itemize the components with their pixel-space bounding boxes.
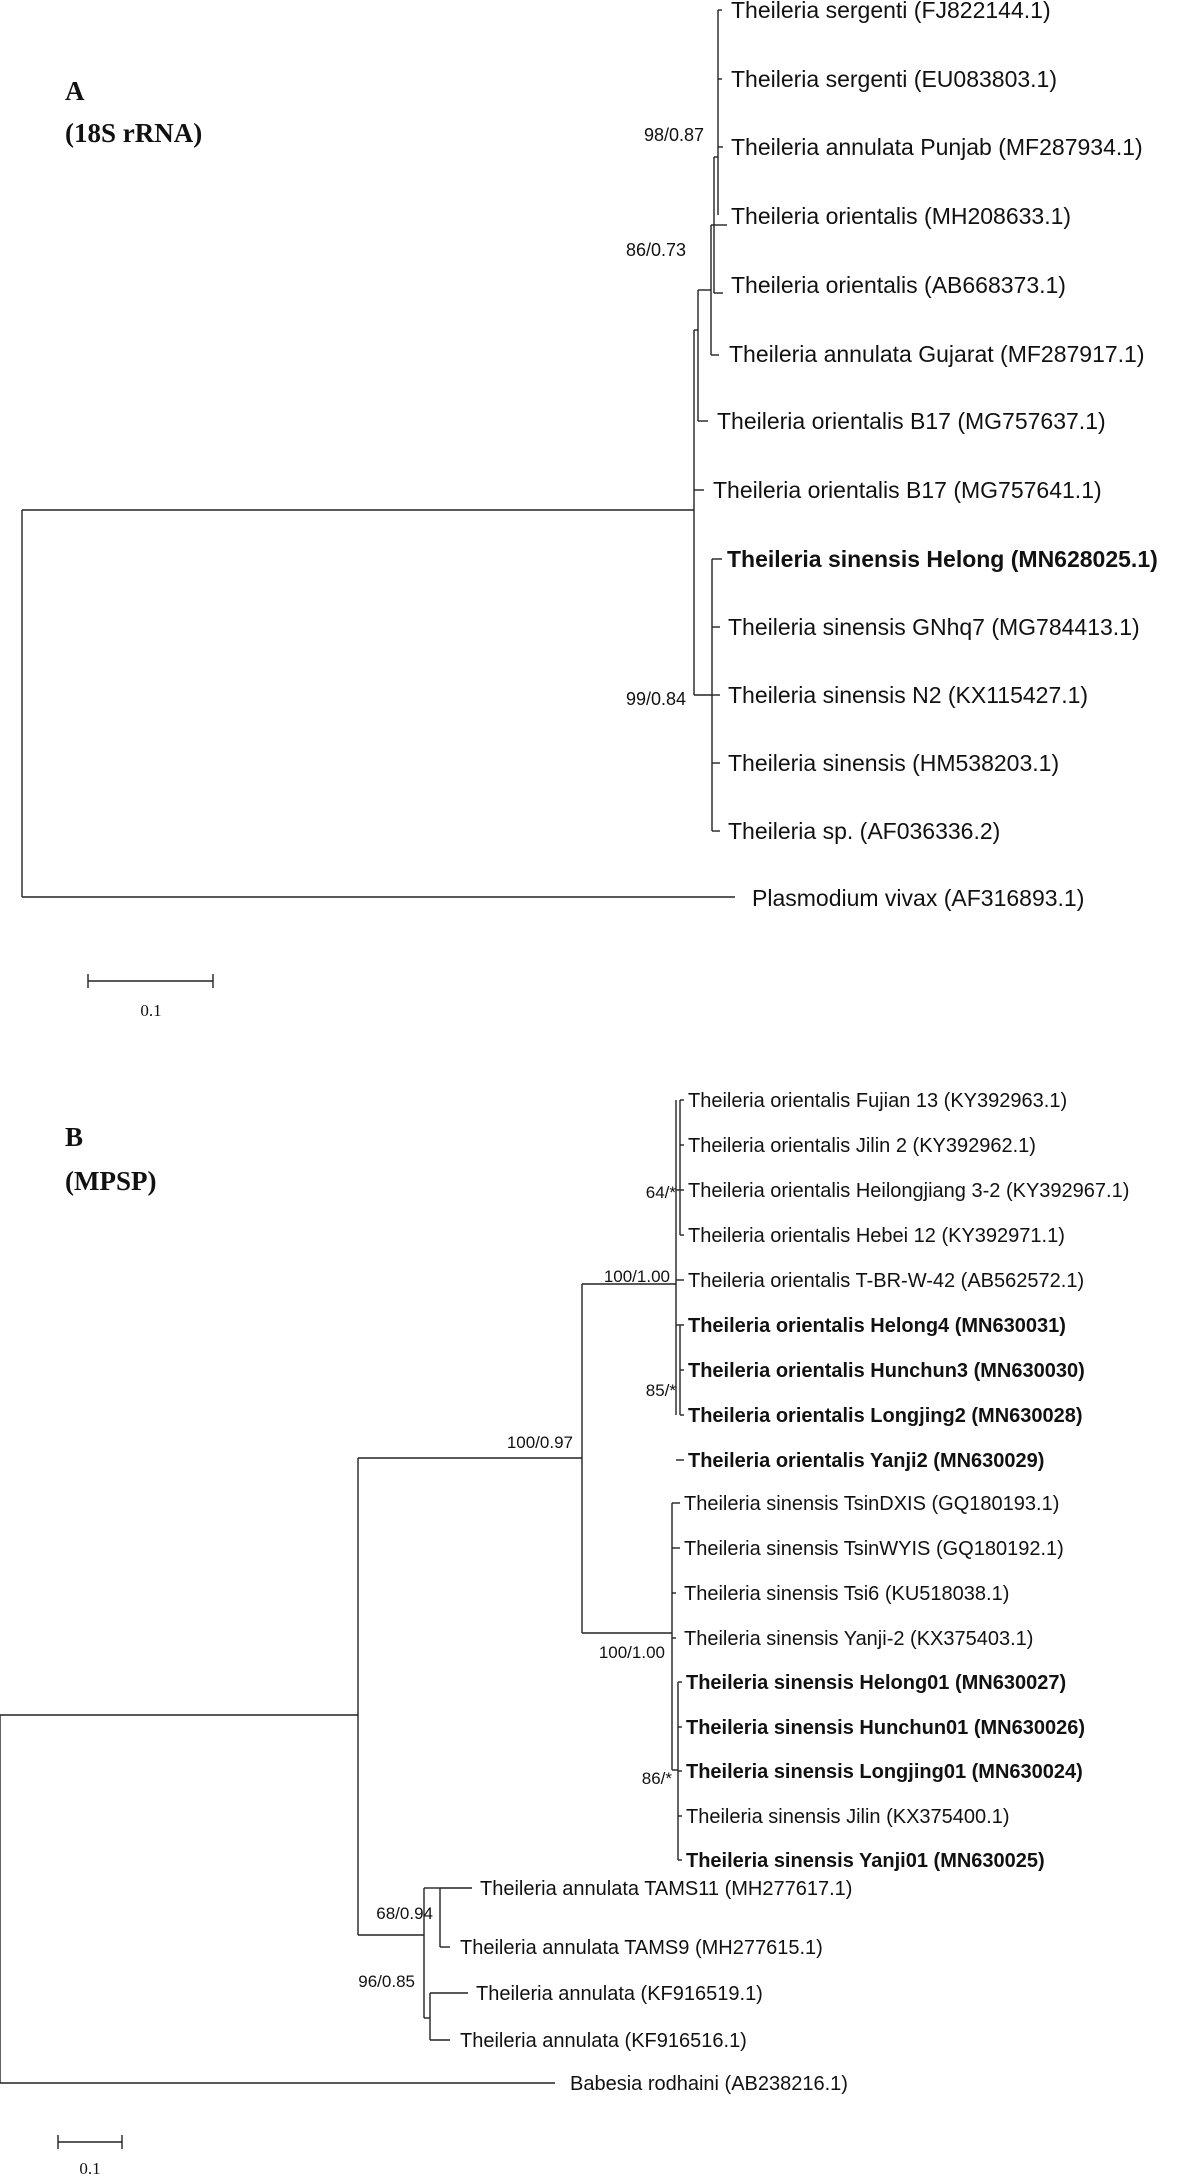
support-value: 86/*: [641, 1769, 672, 1788]
panel-b-scale-label: 0.1: [79, 2159, 101, 2176]
leaf-label: Theileria orientalis B17 (MG757637.1): [717, 408, 1106, 434]
support-value: 98/0.87: [643, 125, 704, 145]
panel-b-scale-bar: [58, 2135, 122, 2176]
leaf-label: Theileria sinensis TsinDXIS (GQ180193.1): [684, 1493, 1060, 1515]
panel-a: [22, 0, 1158, 1020]
support-value: 86/0.73: [625, 240, 686, 260]
leaf-label: Theileria sp. (AF036336.2): [728, 818, 1001, 844]
panel-b: [0, 1090, 1129, 2176]
leaf-label: Theileria sinensis Jilin (KX375400.1): [686, 1806, 1010, 1828]
panel-a-support-values: [626, 125, 704, 709]
leaf-label: Theileria orientalis Jilin 2 (KY392962.1): [688, 1135, 1036, 1157]
leaf-label-highlighted: Theileria orientalis Helong4 (MN630031): [688, 1315, 1066, 1337]
leaf-label: Theileria orientalis (MH208633.1): [731, 203, 1072, 229]
leaf-label-highlighted: Theileria orientalis Longjing2 (MN630028): [688, 1405, 1083, 1427]
leaf-label: Theileria orientalis B17 (MG757641.1): [713, 477, 1102, 503]
leaf-label-highlighted: Theileria orientalis Yanji2 (MN630029): [688, 1450, 1045, 1472]
support-value: 68/0.94: [376, 1904, 433, 1923]
leaf-label-highlighted: Theileria sinensis Helong01 (MN630027): [686, 1672, 1067, 1694]
leaf-label: Plasmodium vivax (AF316893.1): [752, 885, 1085, 911]
leaf-label: Theileria orientalis (AB668373.1): [731, 272, 1066, 298]
leaf-label: Theileria sinensis TsinWYIS (GQ180192.1): [684, 1538, 1064, 1560]
leaf-label: Theileria sergenti (EU083803.1): [731, 66, 1058, 92]
leaf-label: Theileria sinensis GNhq7 (MG784413.1): [728, 614, 1140, 640]
panel-a-leaf-labels: [713, 0, 1158, 911]
panel-a-scale-bar: [88, 974, 213, 1020]
leaf-label: Theileria orientalis Hebei 12 (KY392971.1): [688, 1225, 1065, 1247]
leaf-label: Theileria sinensis (HM538203.1): [728, 750, 1060, 776]
panel-b-support-values: [358, 1183, 676, 1991]
support-value: 64/*: [645, 1183, 676, 1202]
leaf-label: Theileria sinensis Tsi6 (KU518038.1): [684, 1583, 1010, 1605]
leaf-label-highlighted: Theileria sinensis Helong (MN628025.1): [727, 546, 1158, 572]
support-value: 100/0.97: [506, 1433, 573, 1452]
support-value: 96/0.85: [358, 1972, 415, 1991]
leaf-label: Theileria orientalis Heilongjiang 3-2 (KY392967.1): [688, 1180, 1130, 1202]
leaf-label-highlighted: Theileria sinensis Hunchun01 (MN630026): [686, 1717, 1086, 1739]
panel-b-marker: (MPSP): [65, 1166, 157, 1196]
support-value: 99/0.84: [625, 689, 686, 709]
panel-a-letter: A: [65, 76, 85, 106]
leaf-label: Theileria annulata Gujarat (MF287917.1): [729, 341, 1145, 367]
support-value: 85/*: [645, 1381, 676, 1400]
leaf-label: Theileria sinensis Yanji-2 (KX375403.1): [684, 1628, 1034, 1650]
leaf-label: Theileria annulata Punjab (MF287934.1): [731, 134, 1143, 160]
leaf-label: Theileria sergenti (FJ822144.1): [731, 0, 1051, 23]
leaf-label-highlighted: Theileria sinensis Yanji01 (MN630025): [686, 1850, 1045, 1872]
leaf-label: Babesia rodhaini (AB238216.1): [570, 2073, 848, 2095]
leaf-label: Theileria sinensis N2 (KX115427.1): [728, 682, 1089, 708]
leaf-label-highlighted: Theileria sinensis Longjing01 (MN630024): [686, 1761, 1083, 1783]
leaf-label: Theileria annulata TAMS9 (MH277615.1): [460, 1937, 823, 1959]
support-value: 100/1.00: [603, 1267, 670, 1286]
panel-b-branches: [0, 1100, 684, 2083]
leaf-label: Theileria annulata (KF916516.1): [460, 2030, 747, 2052]
leaf-label-highlighted: Theileria orientalis Hunchun3 (MN630030): [688, 1360, 1085, 1382]
leaf-label: Theileria orientalis T-BR-W-42 (AB562572.1): [688, 1270, 1085, 1292]
panel-b-letter: B: [65, 1122, 84, 1152]
support-value: 100/1.00: [598, 1643, 665, 1662]
leaf-label: Theileria annulata TAMS11 (MH277617.1): [480, 1878, 853, 1900]
panel-a-scale-label: 0.1: [140, 1001, 162, 1020]
leaf-label: Theileria orientalis Fujian 13 (KY392963.1): [688, 1090, 1068, 1112]
leaf-label: Theileria annulata (KF916519.1): [476, 1983, 763, 2005]
panel-a-marker: (18S rRNA): [65, 118, 203, 148]
panel-b-leaf-labels: [460, 1090, 1129, 2095]
